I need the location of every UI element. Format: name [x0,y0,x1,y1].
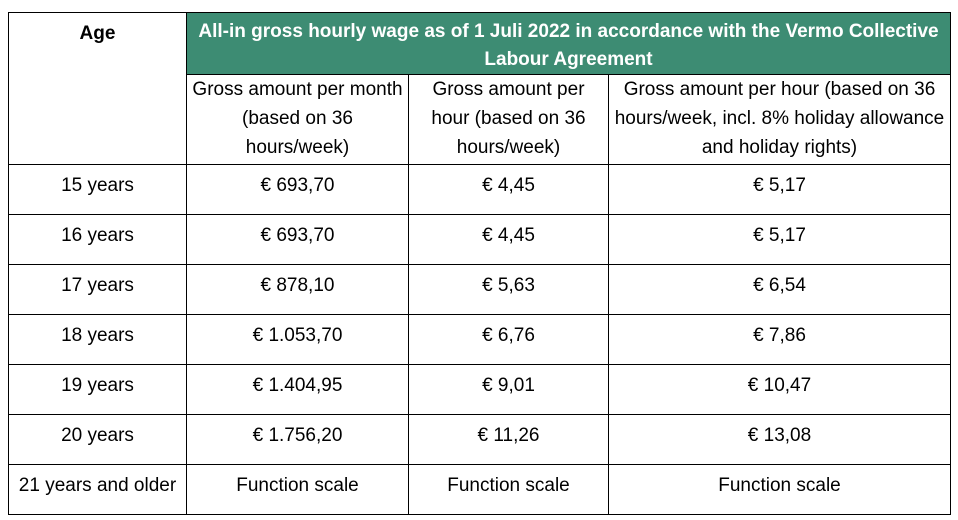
age-cell: 16 years [9,215,187,265]
month-cell: € 1.404,95 [187,365,409,415]
hour-cell: € 5,63 [409,265,609,315]
column-header-hour: Gross amount per hour (based on 36 hours/week) [409,75,609,165]
hour-incl-cell: € 6,54 [609,265,951,315]
hour-incl-cell: € 13,08 [609,415,951,465]
age-cell: 18 years [9,315,187,365]
table-row [9,215,951,265]
table-row [9,415,951,465]
month-cell: € 693,70 [187,165,409,215]
column-header-hour-incl: Gross amount per hour (based on 36 hours/week, incl. 8% holiday allowance and holiday rights) [609,75,951,165]
hour-incl-cell: € 10,47 [609,365,951,415]
hour-cell: Function scale [409,465,609,515]
age-cell: 17 years [9,265,187,315]
hour-cell: € 4,45 [409,165,609,215]
month-cell: Function scale [187,465,409,515]
wage-table [8,12,951,515]
month-cell: € 878,10 [187,265,409,315]
table-row [9,265,951,315]
month-cell: € 1.756,20 [187,415,409,465]
age-cell: 19 years [9,365,187,415]
hour-incl-cell: € 5,17 [609,215,951,265]
month-cell: € 1.053,70 [187,315,409,365]
hour-cell: € 9,01 [409,365,609,415]
table-title: All-in gross hourly wage as of 1 Juli 2022 in accordance with the Vermo Collective Labour Agreement [187,13,951,75]
table-row [9,465,951,515]
hour-incl-cell: Function scale [609,465,951,515]
age-column-header: Age [9,13,187,165]
age-cell: 21 years and older [9,465,187,515]
hour-cell: € 4,45 [409,215,609,265]
hour-incl-cell: € 7,86 [609,315,951,365]
table-row [9,165,951,215]
hour-incl-cell: € 5,17 [609,165,951,215]
table-row [9,365,951,415]
hour-cell: € 11,26 [409,415,609,465]
column-header-month: Gross amount per month (based on 36 hours/week) [187,75,409,165]
hour-cell: € 6,76 [409,315,609,365]
header-row-main [9,13,951,75]
age-cell: 20 years [9,415,187,465]
month-cell: € 693,70 [187,215,409,265]
table-row [9,315,951,365]
age-cell: 15 years [9,165,187,215]
